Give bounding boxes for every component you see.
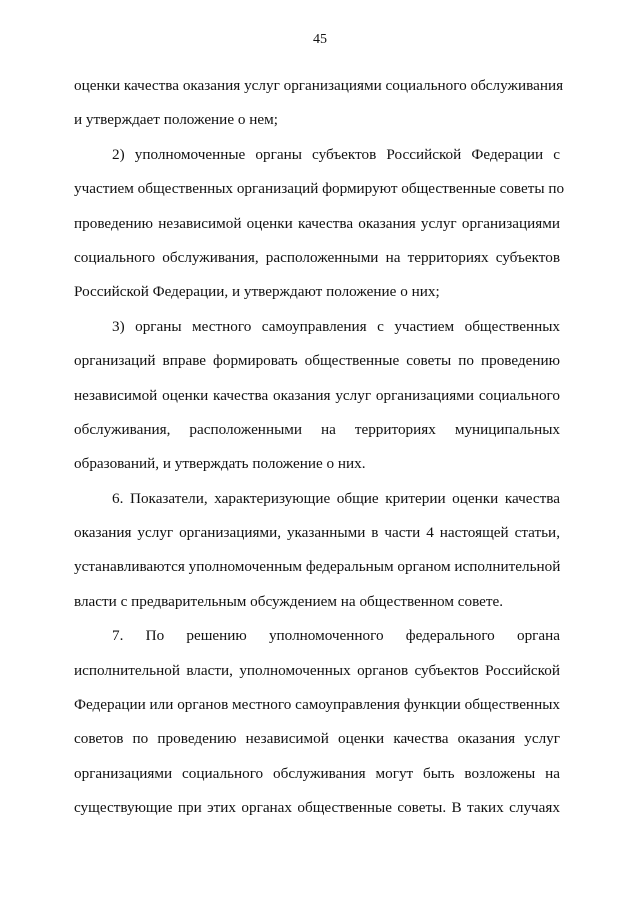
text-line: и утверждает положение о нем; [74,111,278,129]
text-line: существующие при этих органах общественные советы. В таких случаях [74,799,560,817]
text-line: 6. Показатели, характеризующие общие критерии оценки качества [112,489,560,507]
text-line: 3) органы местного самоуправления с участием общественных [112,317,560,335]
text-line: оказания услуг организациями, указанными в части 4 настоящей статьи, [74,524,560,542]
text-line: 2) уполномоченные органы субъектов Российской Федерации с [112,145,560,163]
body-text [74,69,565,826]
text-line: образований, и утверждать положение о них. [74,455,366,473]
text-line: советов по проведению независимой оценки качества оказания услуг [74,730,560,748]
text-line: участием общественных организаций формируют общественные советы по [74,180,565,198]
text-line: обслуживания, расположенными на территориях муниципальных [74,420,560,438]
text-line: 7. По решению уполномоченного федерального органа [112,627,560,645]
text-line: организациями социального обслуживания могут быть возложены на [74,764,560,782]
text-line: проведению независимой оценки качества оказания услуг организациями [74,214,560,232]
text-line: Федерации или органов местного самоуправления функции общественных [74,696,560,714]
text-line: независимой оценки качества оказания услуг организациями социального [74,386,560,404]
text-line: устанавливаются уполномоченным федеральным органом исполнительной [74,558,561,576]
text-line: социального обслуживания, расположенными на территориях субъектов [74,248,560,266]
page-number: 45 [313,32,327,47]
text-line: власти с предварительным обсуждением на общественном совете. [74,592,504,610]
text-line: организаций вправе формировать общественные советы по проведению [74,352,560,370]
text-line: Российской Федерации, и утверждают положение о них; [74,283,440,301]
text-line: исполнительной власти, уполномоченных органов субъектов Российской [74,661,560,679]
text-line: оценки качества оказания услуг организациями социального обслуживания [74,77,564,94]
